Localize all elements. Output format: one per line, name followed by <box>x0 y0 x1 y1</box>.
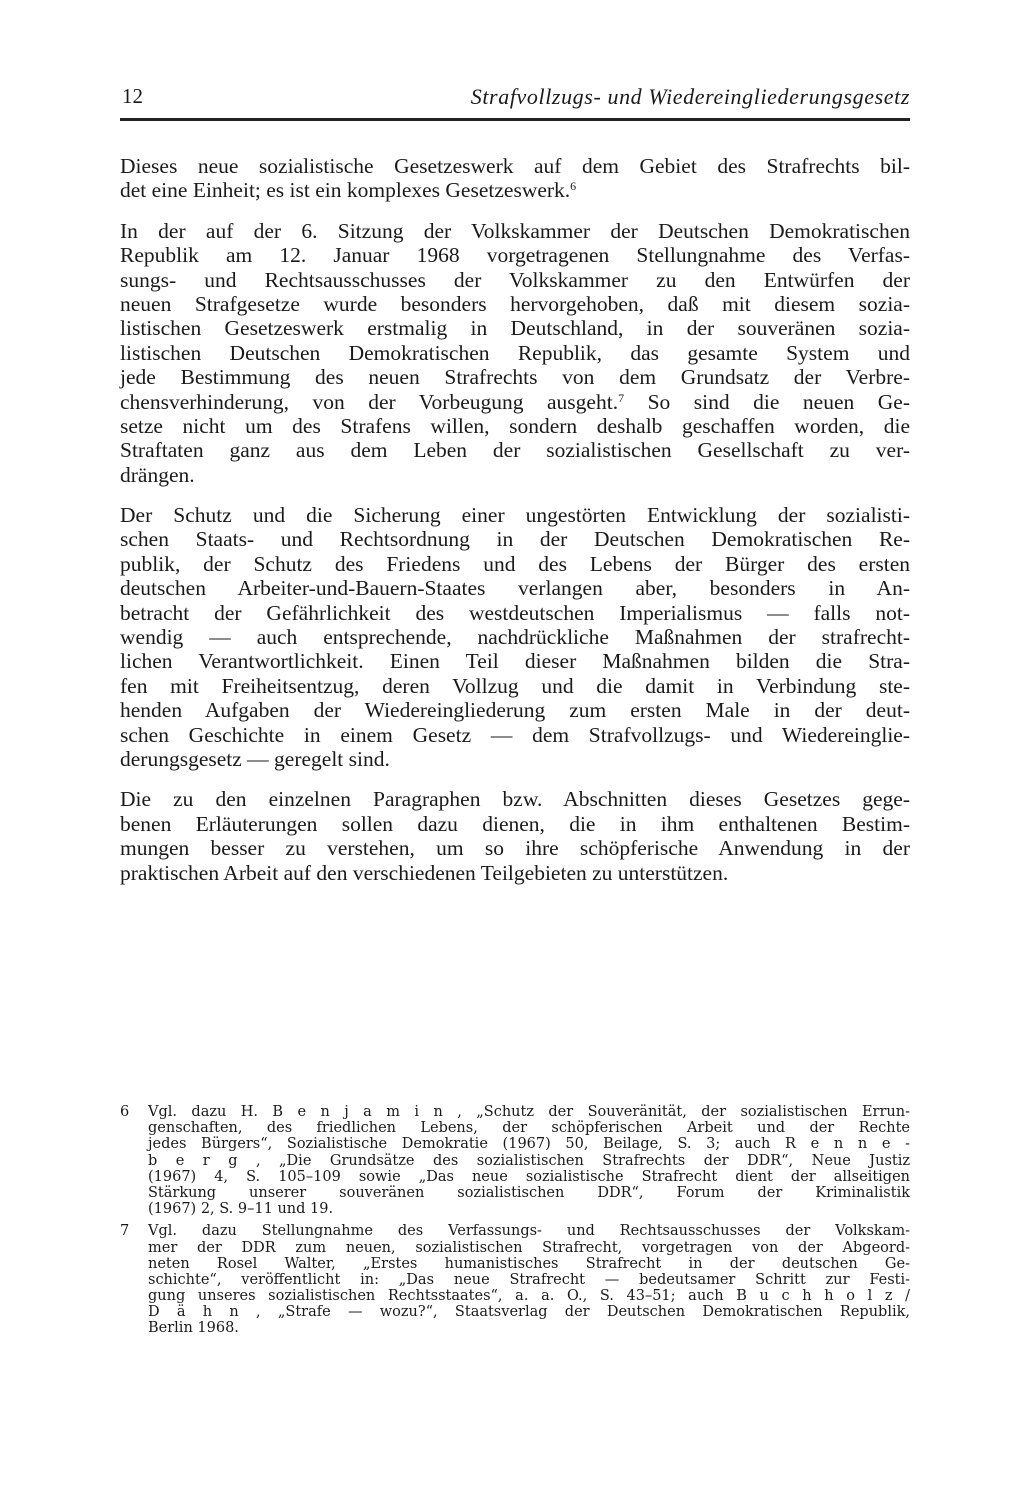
text-line: wendig — auch entsprechende, nachdrückliche Maßnahmen der strafrecht- <box>120 625 910 650</box>
footnote-line: (1967) 4, S. 105–109 sowie „Das neue sozialistische Strafrecht dient der allseitigen <box>148 1168 910 1185</box>
footnote-line: Vgl. dazu H. B e n j a m i n , „Schutz der Souveränität, der sozialistischen Errun- <box>148 1104 910 1120</box>
text-line: sungs- und Rechtsausschusses der Volkskammer zu den Entwürfen der <box>120 267 910 292</box>
text-line <box>120 390 910 414</box>
text-line: mungen besser zu verstehen, um so ihre schöpferische Anwendung in der <box>120 836 910 861</box>
footnote-line: neten Rosel Walter, „Erstes humanistisches Strafrecht in der deutschen Ge- <box>148 1255 910 1272</box>
footnote-line: Berlin 1968. <box>148 1320 239 1337</box>
text-line: jede Bestimmung des neuen Strafrechts von dem Grundsatz der Verbre- <box>120 365 910 390</box>
footnote-line: b e r g , „Die Grundsätze des sozialistischen Strafrechts der DDR“, Neue Justiz <box>148 1152 910 1169</box>
footnote-ref-7: 7 <box>618 390 625 405</box>
footnote-ref-6: 6 <box>570 179 577 194</box>
text-line: setze nicht um des Strafens willen, sondern deshalb geschaffen worden, die <box>120 413 910 438</box>
footnote-line: gung unseres sozialistischen Rechtsstaates“, a. a. O., S. 43–51; auch B u c h h o l z / <box>148 1288 910 1305</box>
footnote-line: genschaften, des friedlichen Lebens, der schöpferischen Arbeit und der Rechte <box>148 1120 910 1137</box>
text-line: henden Aufgaben der Wiedereingliederung zum ersten Male in der deut- <box>120 698 910 723</box>
footnote-line: mer der DDR zum neuen, sozialistischen Strafrecht, vorgetragen von der Abgeord- <box>148 1239 910 1256</box>
footnote-number: 7 <box>120 1223 130 1240</box>
page-number: 12 <box>122 84 143 108</box>
text-fragment: So sind die neuen Ge- <box>624 389 910 414</box>
paragraph-4 <box>120 787 910 885</box>
text-line: publik, der Schutz des Friedens und des Lebens der Bürger des ersten <box>120 551 910 576</box>
text-line: drängen. <box>120 462 195 487</box>
paragraph-2 <box>120 219 910 487</box>
text-line: lichen Verantwortlichkeit. Einen Teil dieser Maßnahmen bilden die Stra- <box>120 649 910 674</box>
text-line: schen Geschichte in einem Gesetz — dem Strafvollzugs- und Wiedereinglie- <box>120 722 910 747</box>
text-line: Straftaten ganz aus dem Leben der sozialistischen Gesellschaft zu ver- <box>120 438 910 463</box>
footnote-line: (1967) 2, S. 9–11 und 19. <box>148 1201 334 1218</box>
text-line: Dieses neue sozialistische Gesetzeswerk auf dem Gebiet des Strafrechts bil- <box>120 154 910 178</box>
text-line: listischen Deutschen Demokratischen Republik, das gesamte System und <box>120 340 910 365</box>
paragraph-1 <box>120 154 910 203</box>
text-line: derungsgesetz — geregelt sind. <box>120 746 390 771</box>
footnote-7 <box>120 1223 910 1336</box>
footnote-line: schichte“, veröffentlicht in: „Das neue Strafrecht — bedeutsamer Schritt zur Festi- <box>148 1271 910 1288</box>
running-title: Strafvollzugs- und Wiedereingliederungsgesetz <box>470 84 910 109</box>
text-line: In der auf der 6. Sitzung der Volkskammer der Deutschen Demokratischen <box>120 218 910 243</box>
text-line: praktischen Arbeit auf den verschiedenen Teilgebieten zu unterstützen. <box>120 860 729 885</box>
text-line: neuen Strafgesetze wurde besonders hervorgehoben, daß mit diesem sozia- <box>120 291 910 316</box>
text-line: benen Erläuterungen sollen dazu dienen, die in ihm enthaltenen Bestim- <box>120 811 910 836</box>
text-line: betracht der Gefährlichkeit des westdeutschen Imperialismus — falls not- <box>120 600 910 625</box>
text-fragment: chensverhinderung, von der Vorbeugung ausgeht. <box>120 389 619 414</box>
footnote-line: D ä h n , „Strafe — wozu?“, Staatsverlag der Deutschen Demokratischen Republik, <box>148 1304 910 1321</box>
text-line: schen Staats- und Rechtsordnung in der Deutschen Demokratischen Re- <box>120 527 910 552</box>
text-line: Republik am 12. Januar 1968 vorgetragenen Stellungnahme des Verfas- <box>120 243 910 268</box>
running-header <box>120 84 910 121</box>
footnote-line: Vgl. dazu Stellungnahme des Verfassungs- und Rechtsausschusses der Volkskam- <box>148 1223 910 1240</box>
text-line <box>120 178 910 202</box>
footnote-line: Stärkung unserer souveränen sozialistischen DDR“, Forum der Kriminalistik <box>148 1184 910 1201</box>
paragraph-3 <box>120 503 910 771</box>
footnote-line: jedes Bürgers“, Sozialistische Demokratie (1967) 50, Beilage, S. 3; auch R e n n e - <box>148 1136 910 1153</box>
text-line: listischen Gesetzeswerk erstmalig in Deutschland, in der souveränen sozia- <box>120 316 910 341</box>
text-line: Der Schutz und die Sicherung einer ungestörten Entwicklung der sozialisti- <box>120 503 910 528</box>
text-line: fen mit Freiheitsentzug, deren Vollzug und die damit in Verbindung ste- <box>120 673 910 698</box>
footnote-6 <box>120 1104 910 1217</box>
text-line: deutschen Arbeiter-und-Bauern-Staates verlangen aber, besonders in An- <box>120 576 910 601</box>
main-text <box>120 154 910 901</box>
footnotes <box>120 1104 910 1343</box>
text-fragment: det eine Einheit; es ist ein komplexes Gesetzeswerk. <box>120 178 571 203</box>
text-line: Die zu den einzelnen Paragraphen bzw. Abschnitten dieses Gesetzes gege- <box>120 787 910 812</box>
footnote-number: 6 <box>120 1104 130 1120</box>
